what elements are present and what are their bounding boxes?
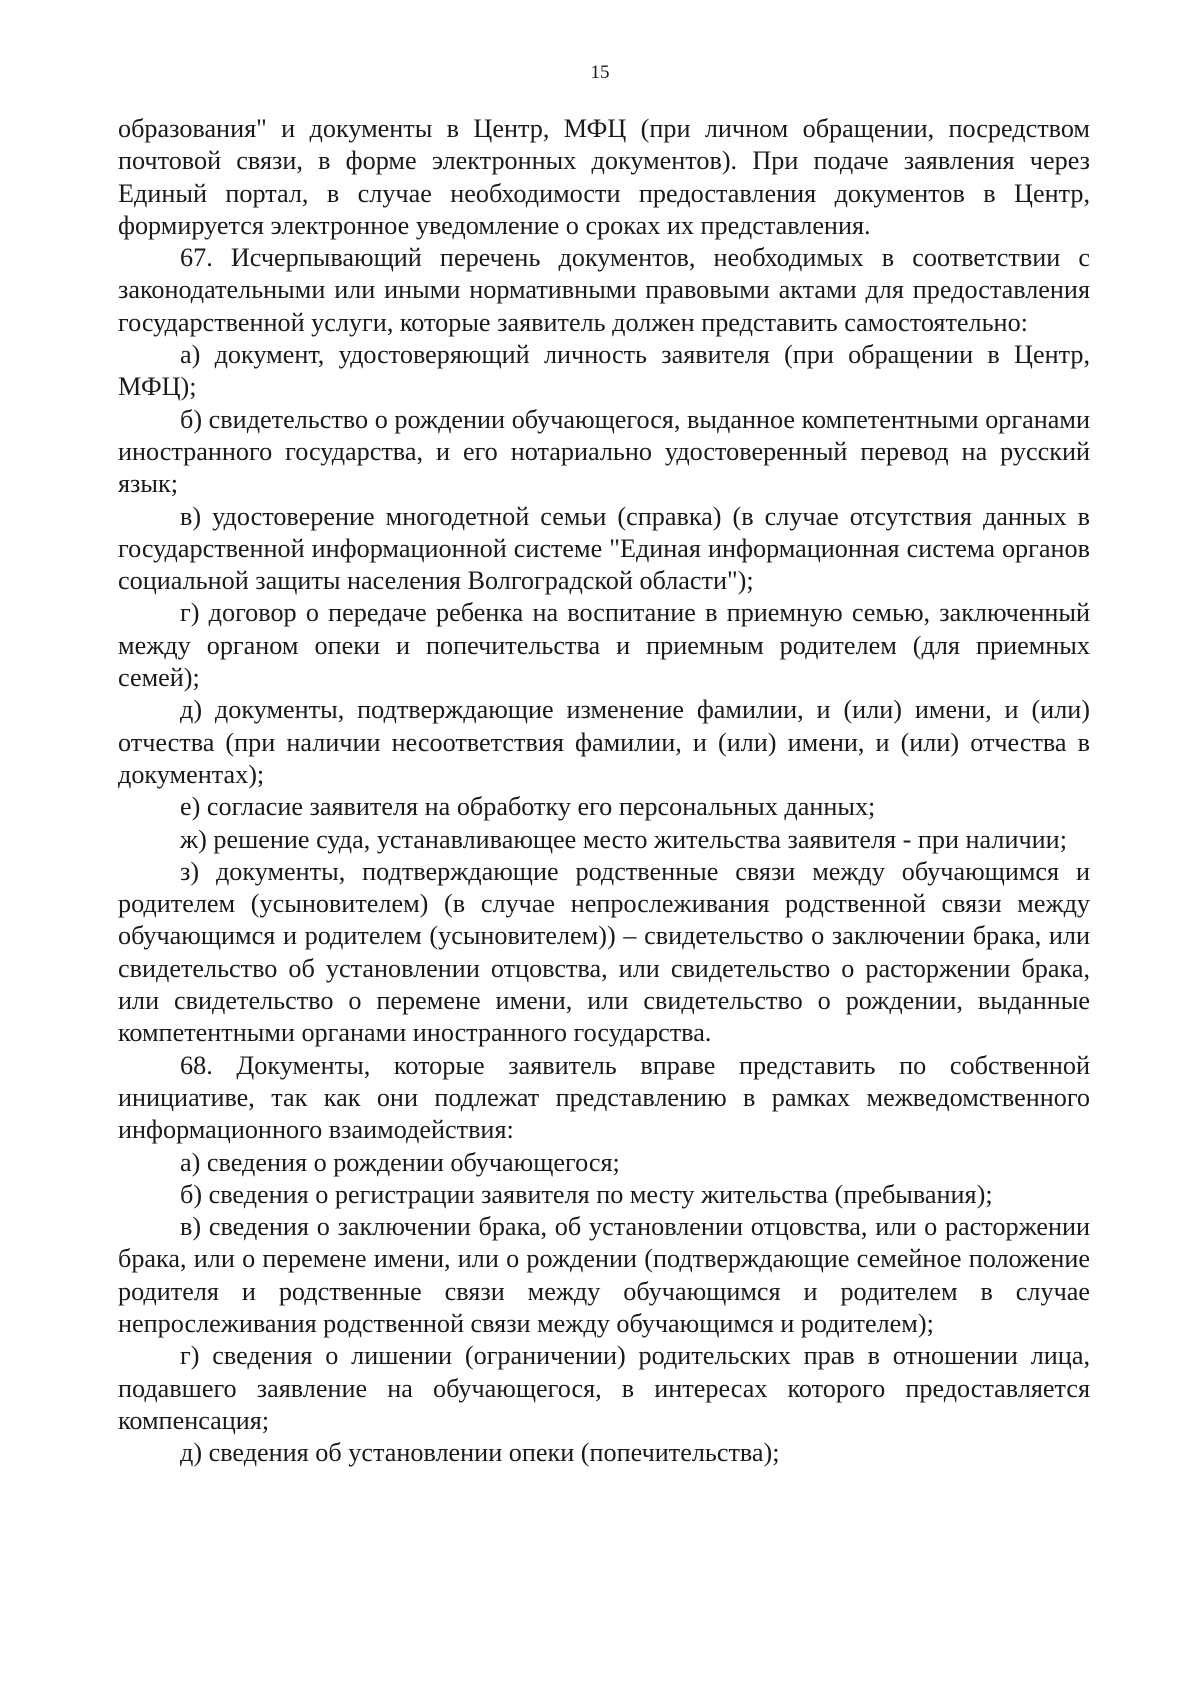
list-item-67-zh: ж) решение суда, устанавливающее место жительства заявителя - при наличии; [180, 824, 1067, 854]
list-item-68-g: г) сведения о лишении (ограничении) родительских прав в отношении лица, подавшего заявление на обучающегося, в интересах которого предоставляется компенсация; [118, 1341, 1090, 1435]
list-item-67-d: д) документы, подтверждающие изменение фамилии, и (или) имени, и (или) отчества (при наличии несоответствия фамилии, и (или) имени, и (или) отчества в документах); [118, 695, 1090, 789]
page-number: 15 [590, 62, 610, 83]
list-item-67-a: а) документ, удостоверяющий личность заявителя (при обращении в Центр, МФЦ); [118, 340, 1090, 402]
list-item-68-d: д) сведения об установлении опеки (попечительства); [180, 1438, 780, 1468]
list-item-67-v: в) удостоверение многодетной семьи (справка) (в случае отсутствия данных в государственной информационной системе "Единая информационная система органов социальной защиты населения Волгоградской области"); [118, 501, 1090, 596]
list-item-67-e: е) согласие заявителя на обработку его персональных данных; [180, 792, 876, 822]
document-body [118, 113, 1090, 1469]
list-item-67-b: б) свидетельство о рождении обучающегося, выданное компетентными органами иностранного государства, и его нотариально удостоверенный перевод на русский язык; [118, 404, 1090, 499]
list-item-67-z: з) документы, подтверждающие родственные связи между обучающимся и родителем (усыновителем) (в случае непрослеживания родственной связи между обучающимся и родителем (усыновителем)) – свидетельство о заключении брака, или свидетельство об установлении отцовства, или свидетельство о расторжении брака, или свидетельство о перемене имени, или свидетельство о рождении, выданные компетентными органами иностранного государства. [118, 856, 1090, 1048]
paragraph-68: 68. Документы, которые заявитель вправе представить по собственной инициативе, так как они подлежат представлению в рамках межведомственного информационного взаимодействия: [118, 1050, 1090, 1145]
list-item-68-a: а) сведения о рождении обучающегося; [180, 1147, 620, 1177]
paragraph-continuation: образования" и документы в Центр, МФЦ (при личном обращении, посредством почтовой связи, в форме электронных документов). При подаче заявления через Единый портал, в случае необходимости предоставления документов в Центр, формируется электронное уведомление о сроках их представления. [118, 114, 1090, 240]
list-item-68-b: б) сведения о регистрации заявителя по месту жительства (пребывания); [180, 1179, 993, 1209]
list-item-68-v: в) сведения о заключении брака, об установлении отцовства, или о расторжении брака, или о перемене имени, или о рождении (подтверждающие семейное положение родителя и родственные связи между обучающимся и родителем в случае непрослеживания родственной связи между обучающимся и родителем); [118, 1212, 1090, 1338]
list-item-67-g: г) договор о передаче ребенка на воспитание в приемную семью, заключенный между органом опеки и попечительства и приемным родителем (для приемных семей); [118, 598, 1090, 693]
paragraph-67: 67. Исчерпывающий перечень документов, необходимых в соответствии с законодательными или иными нормативными правовыми актами для предоставления государственной услуги, которые заявитель должен представить самостоятельно: [118, 243, 1090, 337]
